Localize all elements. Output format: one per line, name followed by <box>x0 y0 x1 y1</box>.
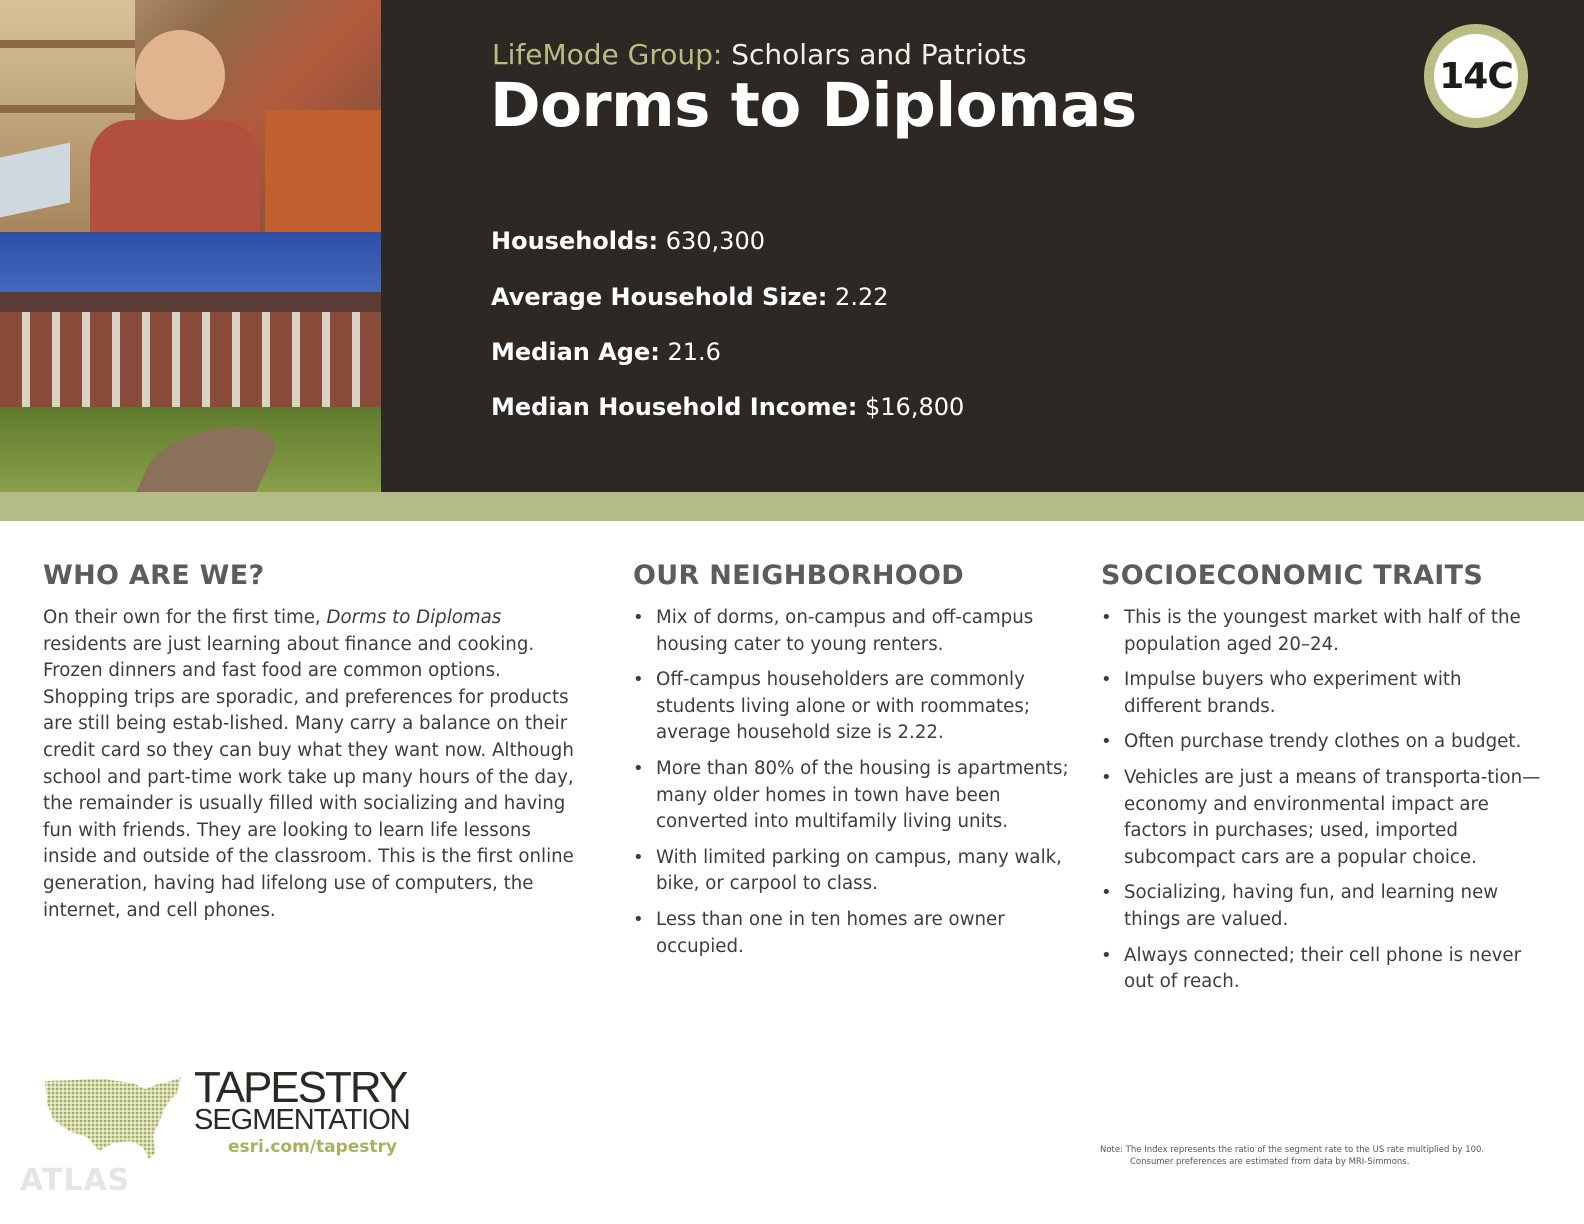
stat-label: Average Household Size: <box>491 283 828 311</box>
stat-label: Households: <box>491 227 659 255</box>
stat-households <box>491 227 765 255</box>
bullet-icon: • <box>1101 766 1112 788</box>
list-item-text: Less than one in ten homes are owner occupied. <box>656 908 1005 957</box>
bullet-icon: • <box>1101 882 1112 904</box>
list-item-text: With limited parking on campus, many walk, bike, or carpool to class. <box>656 846 1062 895</box>
footnote-line-2: Consumer preferences are estimated from data by MRI-Simmons. <box>1130 1157 1410 1167</box>
paragraph-body: residents are just learning about finance and cooking. Frozen dinners and fast food are common options. Shopping trips are sporadic, and preferences for products are still being estab-lished. Many carry a balance on their credit card so they can buy what they want now. Although school and part-time work take up many hours of the day, the remainder is usually filled with socializing and having fun with friends. They are looking to learn life lessons inside and outside of the classroom. This is the first online generation, having had lifelong use of computers, the internet, and cell phones. <box>43 633 574 921</box>
list-item-text: This is the youngest market with half of the population aged 20–24. <box>1124 607 1521 655</box>
bullet-icon: • <box>1101 669 1112 691</box>
bullet-icon: • <box>633 846 644 868</box>
traits-list <box>1101 605 1541 996</box>
campus-building-photo <box>0 232 381 492</box>
stat-median-age <box>491 338 721 366</box>
section-heading: SOCIOECONOMIC TRAITS <box>1101 560 1484 591</box>
footnote-line-1: Note: The Index represents the ratio of the segment rate to the US rate multiplied by 100. <box>1100 1145 1485 1155</box>
bullet-icon: • <box>633 607 644 628</box>
section-heading: OUR NEIGHBORHOOD <box>633 560 964 591</box>
list-item <box>633 605 1073 658</box>
list-item-text: Mix of dorms, on-campus and off-campus housing cater to young renters. <box>656 607 1034 655</box>
bullet-icon: • <box>1101 944 1112 966</box>
segmentation-logo-text: SEGMENTATION <box>194 1104 410 1136</box>
list-item <box>633 907 1073 960</box>
list-item <box>1101 880 1541 933</box>
lifemode-label: LifeMode Group: <box>492 38 723 71</box>
stat-value: 630,300 <box>665 227 765 255</box>
bullet-icon: • <box>633 669 644 691</box>
socioeconomic-traits-section <box>1101 560 1541 1005</box>
stat-average-household-size <box>491 283 888 311</box>
lifemode-group-name: Scholars and Patriots <box>731 38 1027 71</box>
list-item <box>633 667 1073 747</box>
atlas-watermark: ATLAS <box>20 1163 131 1198</box>
list-item <box>1101 605 1541 658</box>
list-item-text: Often purchase trendy clothes on a budget. <box>1124 731 1522 753</box>
bullet-icon: • <box>633 908 644 930</box>
who-are-we-paragraph <box>43 605 588 924</box>
stat-label: Median Age: <box>491 338 660 366</box>
bullet-icon: • <box>1101 731 1112 753</box>
list-item-text: Socializing, having fun, and learning new things are valued. <box>1124 882 1499 930</box>
lifemode-group-line <box>492 38 1027 71</box>
header-band <box>0 0 1584 492</box>
paragraph-intro: On their own for the first time, <box>43 607 327 628</box>
list-item-text: Impulse buyers who experiment with different brands. <box>1124 669 1462 717</box>
accent-divider <box>0 492 1584 521</box>
list-item <box>633 845 1073 898</box>
list-item <box>633 756 1073 836</box>
segment-name-italic: Dorms to Diplomas <box>326 607 502 628</box>
list-item-text: More than 80% of the housing is apartments; many older homes in town have been converted into multifamily living units. <box>656 757 1069 833</box>
who-are-we-section <box>43 560 588 924</box>
bullet-icon: • <box>1101 607 1112 628</box>
stat-value: 2.22 <box>835 283 889 311</box>
footnote <box>1100 1144 1520 1168</box>
segment-title: Dorms to Diplomas <box>490 70 1137 141</box>
list-item-text: Vehicles are just a means of transporta-tion—economy and environmental impact are factors in purchases; used, imported subcompact cars are a popular choice. <box>1124 766 1541 868</box>
segment-code-badge: 14C <box>1424 24 1528 128</box>
list-item <box>1101 943 1541 996</box>
students-photo <box>0 0 381 232</box>
list-item <box>1101 667 1541 720</box>
list-item <box>1101 765 1541 871</box>
neighborhood-list <box>633 605 1073 960</box>
stat-value: 21.6 <box>667 338 721 366</box>
tapestry-logo-text: TAPESTRY <box>194 1063 407 1112</box>
our-neighborhood-section <box>633 560 1073 969</box>
list-item-text: Off-campus householders are commonly students living alone or with roommates; average household size is 2.22. <box>656 669 1030 744</box>
us-map-logo-icon <box>43 1075 183 1165</box>
section-heading: WHO ARE WE? <box>43 560 265 591</box>
stat-label: Median Household Income: <box>491 393 858 421</box>
stat-value: $16,800 <box>865 393 965 421</box>
esri-url: esri.com/tapestry <box>228 1137 398 1157</box>
list-item <box>1101 729 1541 756</box>
stat-median-household-income <box>491 393 964 421</box>
bullet-icon: • <box>633 757 644 779</box>
list-item-text: Always connected; their cell phone is never out of reach. <box>1124 944 1522 993</box>
